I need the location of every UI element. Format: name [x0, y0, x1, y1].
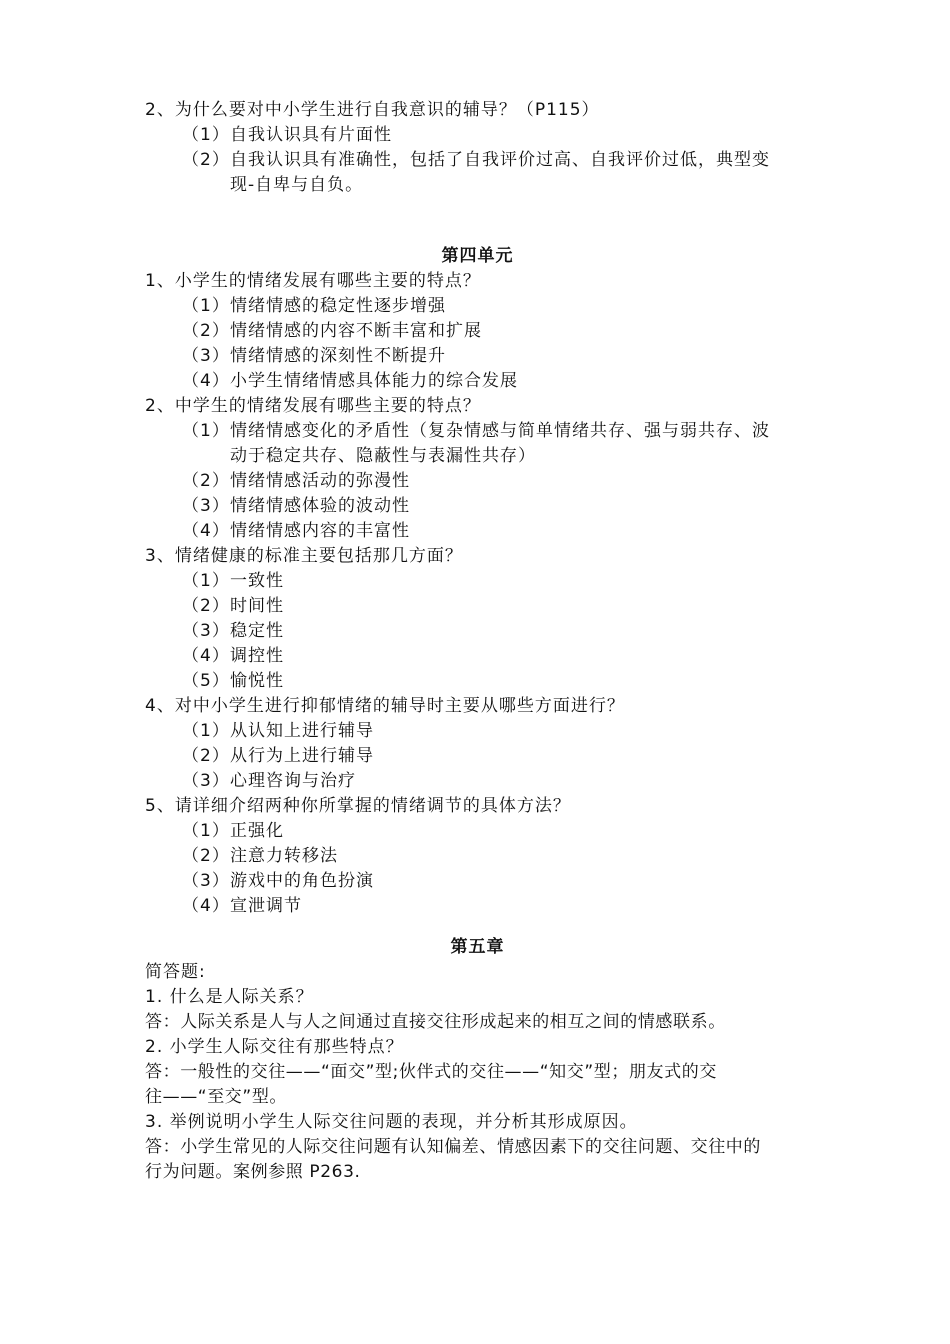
item-number: （1） — [182, 721, 230, 741]
item-text: 情绪情感的稳定性逐步增强 — [230, 296, 446, 316]
document-page — [145, 98, 810, 1185]
item-text: 自我认识具有准确性，包括了自我评价过高、自我评价过低，典型变 — [230, 150, 770, 170]
item-number: （3） — [182, 771, 230, 791]
item-number: （3） — [182, 496, 230, 516]
ch5-answer-2-cont: 往——“至交”型。 — [145, 1087, 288, 1107]
list-item — [145, 148, 810, 173]
item-continuation: 动于稳定共存、隐蔽性与表漏性共存） — [230, 446, 536, 466]
ch5-answer-1: 答：人际关系是人与人之间通过直接交往形成起来的相互之间的情感联系。 — [145, 1012, 726, 1032]
list-item — [145, 123, 810, 148]
item-number: （2） — [182, 150, 230, 170]
ch5-question-1: 1. 什么是人际关系？ — [145, 987, 314, 1007]
list-item — [145, 344, 810, 369]
item-number: （2） — [182, 596, 230, 616]
list-item — [145, 844, 810, 869]
item-number: （4） — [182, 371, 230, 391]
list-item — [145, 519, 810, 544]
ch5-answer-2: 答：一般性的交往——“面交”型;伙伴式的交往——“知交”型；朋友式的交 — [145, 1062, 717, 1082]
list-item — [145, 894, 810, 919]
item-text: 心理咨询与治疗 — [230, 771, 356, 791]
question-2: 2、中学生的情绪发展有哪些主要的特点？ — [145, 396, 481, 416]
item-number: （5） — [182, 671, 230, 691]
question-4: 4、对中小学生进行抑郁情绪的辅导时主要从哪些方面进行？ — [145, 696, 625, 716]
item-number: （1） — [182, 821, 230, 841]
item-text: 时间性 — [230, 596, 284, 616]
item-number: （3） — [182, 871, 230, 891]
item-text: 一致性 — [230, 571, 284, 591]
list-item — [145, 294, 810, 319]
item-text: 情绪情感体验的波动性 — [230, 496, 410, 516]
short-answer-label: 简答题: — [145, 962, 206, 982]
item-number: （3） — [182, 346, 230, 366]
item-number: （4） — [182, 896, 230, 916]
question-1: 1、小学生的情绪发展有哪些主要的特点？ — [145, 271, 481, 291]
item-number: （1） — [182, 296, 230, 316]
list-item — [145, 869, 810, 894]
unit4-heading: 第四单元 — [441, 246, 514, 266]
item-number: （2） — [182, 846, 230, 866]
item-number: （3） — [182, 621, 230, 641]
item-continuation: 现-自卑与自负。 — [230, 175, 364, 195]
list-item — [145, 669, 810, 694]
item-text: 情绪情感变化的矛盾性（复杂情感与简单情绪共存、强与弱共存、波 — [230, 421, 770, 441]
item-text: 从认知上进行辅导 — [230, 721, 374, 741]
item-number: （2） — [182, 471, 230, 491]
item-text: 情绪情感的深刻性不断提升 — [230, 346, 446, 366]
list-item — [145, 769, 810, 794]
item-text: 自我认识具有片面性 — [230, 125, 392, 145]
list-item — [145, 494, 810, 519]
item-text: 调控性 — [230, 646, 284, 666]
chapter5-heading: 第五章 — [450, 937, 505, 957]
ch5-question-3: 3. 举例说明小学生人际交往问题的表现，并分析其形成原因。 — [145, 1112, 638, 1132]
list-item — [145, 469, 810, 494]
item-text: 情绪情感的内容不断丰富和扩展 — [230, 321, 482, 341]
list-item — [145, 644, 810, 669]
item-number: （1） — [182, 125, 230, 145]
item-text: 情绪情感内容的丰富性 — [230, 521, 410, 541]
ch5-answer-3: 答：小学生常见的人际交往问题有认知偏差、情感因素下的交往问题、交往中的 — [145, 1137, 761, 1157]
question-2-prev: 2、为什么要对中小学生进行自我意识的辅导？（P115） — [145, 100, 600, 120]
item-number: （4） — [182, 521, 230, 541]
item-text: 宣泄调节 — [230, 896, 302, 916]
item-text: 小学生情绪情感具体能力的综合发展 — [230, 371, 518, 391]
ch5-answer-3-cont: 行为问题。案例参照 P263. — [145, 1162, 361, 1182]
item-number: （4） — [182, 646, 230, 666]
item-text: 稳定性 — [230, 621, 284, 641]
list-item — [145, 819, 810, 844]
list-item — [145, 369, 810, 394]
item-number: （1） — [182, 421, 230, 441]
list-item — [145, 619, 810, 644]
item-text: 从行为上进行辅导 — [230, 746, 374, 766]
item-number: （2） — [182, 321, 230, 341]
list-item — [145, 719, 810, 744]
question-5: 5、请详细介绍两种你所掌握的情绪调节的具体方法？ — [145, 796, 571, 816]
list-item — [145, 419, 810, 444]
item-number: （2） — [182, 746, 230, 766]
item-text: 愉悦性 — [230, 671, 284, 691]
item-text: 游戏中的角色扮演 — [230, 871, 374, 891]
list-item — [145, 569, 810, 594]
ch5-question-2: 2. 小学生人际交往有那些特点？ — [145, 1037, 404, 1057]
item-number: （1） — [182, 571, 230, 591]
list-item — [145, 744, 810, 769]
item-text: 正强化 — [230, 821, 284, 841]
item-text: 注意力转移法 — [230, 846, 338, 866]
question-3: 3、情绪健康的标准主要包括那几方面？ — [145, 546, 463, 566]
list-item — [145, 319, 810, 344]
item-text: 情绪情感活动的弥漫性 — [230, 471, 410, 491]
list-item — [145, 594, 810, 619]
